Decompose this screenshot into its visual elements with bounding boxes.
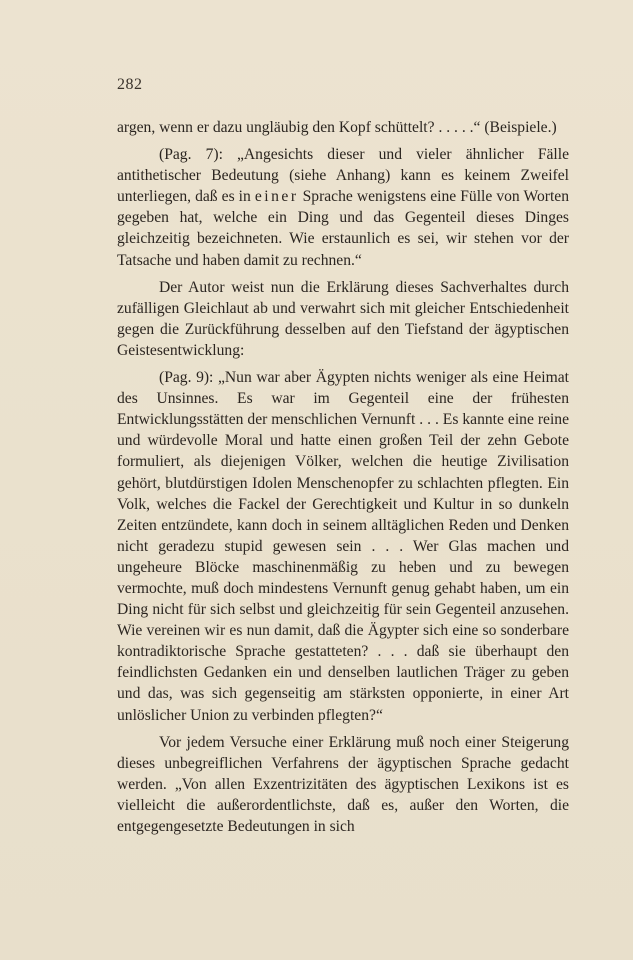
paragraph-continuation: argen, wenn er dazu ungläubig den Kopf schüttelt? . . . . .“ (Beispiele.): [117, 119, 557, 136]
paragraph-text-before-emphasis: (Pag. 7): „Angesichts dieser und vieler ähnlicher Fälle antithetischer Bedeutung (siehe Anhang) kann es keinem Zweifel unterliegen, daß es in: [117, 146, 569, 206]
spaced-emphasis-word: einer: [254, 188, 299, 206]
paragraph-text-after-emphasis: Sprache wenigstens eine Fülle von Worten gegeben hat, welche ein Ding und das Gegenteil dieses Dinges gleichzeitig bezeichneten. Wie erstaunlich es sei, wir stehen vor der Tatsache und haben damit zu rechnen.“: [117, 188, 569, 269]
body-text: [117, 117, 569, 837]
paragraph-author-explanation: Der Autor weist nun die Erklärung dieses Sachverhaltes durch zufälligen Gleichlaut ab und verwahrt sich mit gleicher Entschiedenheit gegen die Zurückführung desselben auf den Tiefstand der ägyptischen Geistesentwicklung:: [117, 278, 569, 359]
paragraph-quote-pag-9: (Pag. 9): „Nun war aber Ägypten nichts weniger als eine Heimat des Unsinnes. Es war im Gegenteil eine der frühesten Entwicklungsstätten der menschlichen Vernunft . . . Es kannte eine reine und würdevolle Moral und hatte einen großen Teil der zehn Gebote formuliert, als diejenigen Völker, welchen die heutige Zivilisation gehört, blutdürstigen Idolen Menschenopfer zu schlachten pflegten. Ein Volk, welches die Fackel der Gerechtigkeit und Kultur in so dunkeln Zeiten entzündete, kann doch in seinem alltäglichen Reden und Denken nicht geradezu stupid gewesen sein . . . Wer Glas machen und ungeheure Blöcke maschinenmäßig zu heben und zu bewegen vermochte, muß doch mindestens Vernunft genug gehabt haben, um ein Ding nicht für sich selbst und gleichzeitig für sein Gegenteil anzusehen. Wie vereinen wir es nun damit, daß die Ägypter sich eine so sonderbare kontradiktorische Sprache gestatteten? . . . daß sie überhaupt den feindlichsten Gedanken ein und denselben lautlichen Träger zu geben und das, was sich gegenseitig am stärksten opponierte, in einer Art unlöslicher Union zu verbinden pflegten?“: [117, 369, 569, 724]
paragraph-closing: Vor jedem Versuche einer Erklärung muß noch einer Steigerung dieses unbegreiflichen Verfahrens der ägyptischen Sprache gedacht werden. „Von allen Exzentrizitäten des ägyptischen Lexikons ist es vielleicht die außerordentlichste, daß es, außer den Worten, die entgegengesetzte Bedeutungen in sich: [117, 733, 569, 835]
paragraph-quote-pag-7: [117, 144, 569, 271]
page-number: 282: [117, 76, 143, 93]
